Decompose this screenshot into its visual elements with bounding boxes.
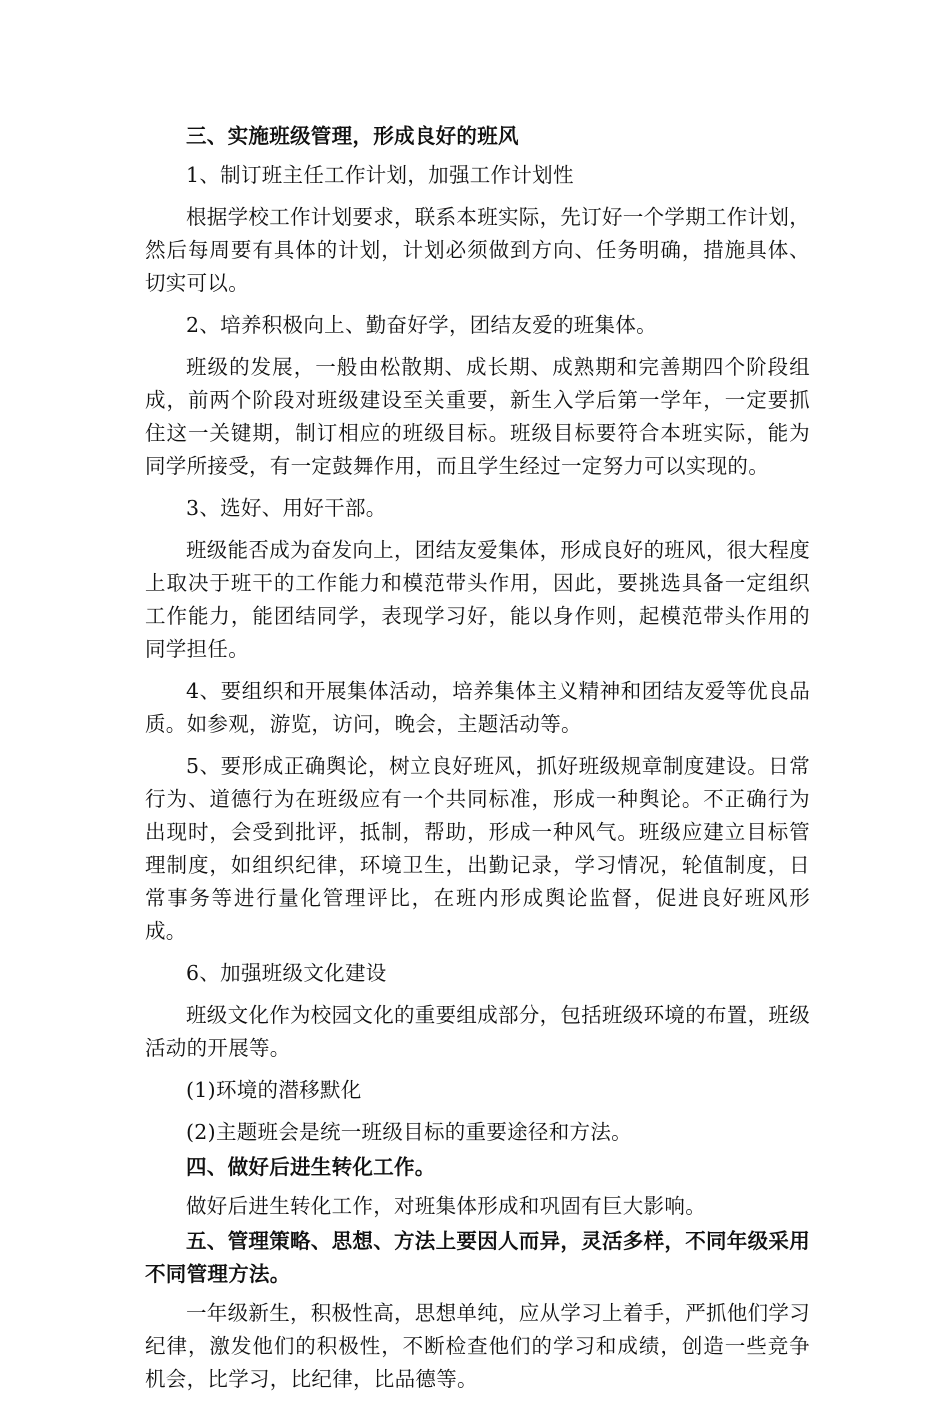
paragraph-1: 根据学校工作计划要求，联系本班实际，先订好一个学期工作计划，然后每周要有具体的计划，计划必须做到方向、任务明确，措施具体、切实可以。 <box>145 205 810 295</box>
list-item-2: (2)主题班会是统一班级目标的重要途径和方法。 <box>186 1120 632 1144</box>
paragraph-3: 班级能否成为奋发向上，团结友爱集体，形成良好的班风，很大程度上取决于班干的工作能力和模范带头作用，因此，要挑选具备一定组织工作能力，能团结同学，表现学习好，能以身作则，起模范带头作用的同学担任。 <box>145 538 810 661</box>
subsection-title-2: 2、培养积极向上、勤奋好学，团结友爱的班集体。 <box>186 313 657 337</box>
section-heading-3: 三、实施班级管理，形成良好的班风 <box>186 124 519 148</box>
document-page <box>145 120 810 1405</box>
list-item-1: (1)环境的潜移默化 <box>186 1078 362 1102</box>
paragraph-5: 5、要形成正确舆论，树立良好班风，抓好班级规章制度建设。日常行为、道德行为在班级应有一个共同标准，形成一种舆论。不正确行为出现时，会受到批评，抵制，帮助，形成一种风气。班级应建立目标管理制度，如组织纪律，环境卫生，出勤记录，学习情况，轮值制度，日常事务等进行量化管理评比，在班内形成舆论监督，促进良好班风形成。 <box>145 754 810 943</box>
subsection-title-6: 6、加强班级文化建设 <box>186 961 387 985</box>
paragraph-h4: 做好后进生转化工作，对班集体形成和巩固有巨大影响。 <box>186 1194 706 1218</box>
subsection-title-1: 1、制订班主任工作计划，加强工作计划性 <box>186 163 574 187</box>
paragraph-4: 4、要组织和开展集体活动，培养集体主义精神和团结友爱等优良品质。如参观，游览，访问，晚会，主题活动等。 <box>145 679 810 736</box>
paragraph-6: 班级文化作为校园文化的重要组成部分，包括班级环境的布置，班级活动的开展等。 <box>145 1003 810 1060</box>
paragraph-h5: 一年级新生，积极性高，思想单纯，应从学习上着手，严抓他们学习纪律，激发他们的积极性，不断检查他们的学习和成绩，创造一些竞争机会，比学习，比纪律，比品德等。 <box>145 1301 810 1391</box>
section-heading-4: 四、做好后进生转化工作。 <box>186 1155 436 1179</box>
paragraph-2: 班级的发展，一般由松散期、成长期、成熟期和完善期四个阶段组成，前两个阶段对班级建设至关重要，新生入学后第一学年，一定要抓住这一关键期，制订相应的班级目标。班级目标要符合本班实际，能为同学所接受，有一定鼓舞作用，而且学生经过一定努力可以实现的。 <box>145 355 810 478</box>
subsection-title-3: 3、选好、用好干部。 <box>186 496 387 520</box>
section-heading-5: 五、管理策略、思想、方法上要因人而异，灵活多样，不同年级采用不同管理方法。 <box>145 1229 810 1286</box>
